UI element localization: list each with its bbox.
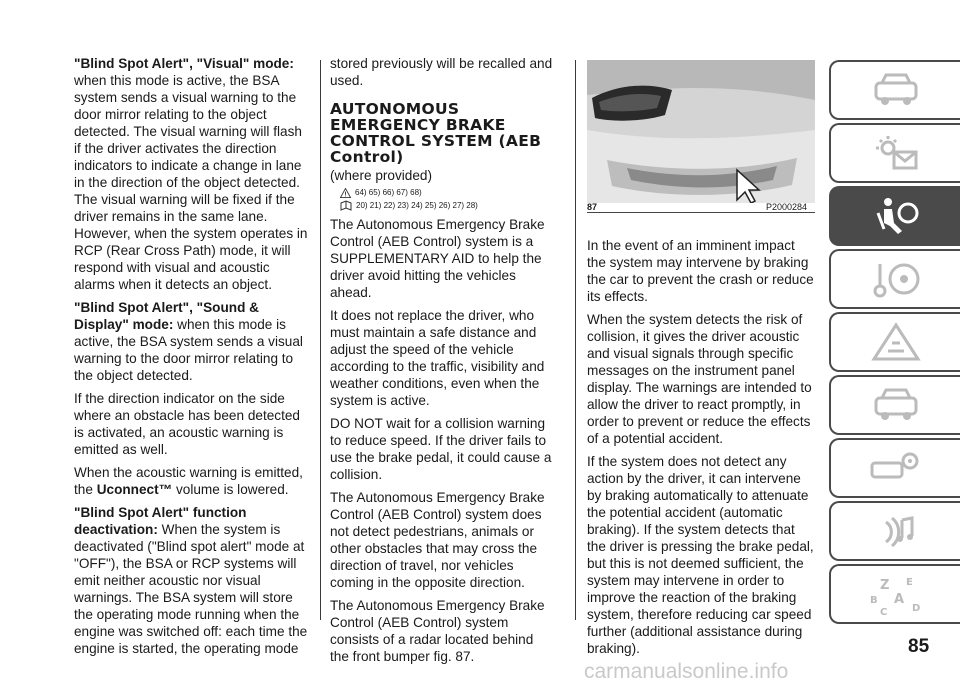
car-icon bbox=[866, 67, 926, 113]
index-letters-icon bbox=[866, 571, 926, 617]
paragraph-text: when this mode is active, the BSA system sends a visual warning to the door mirror relating to the object detected. bbox=[74, 317, 303, 383]
car-front-figure bbox=[587, 60, 815, 203]
tab-technical-data[interactable] bbox=[829, 438, 960, 498]
paragraph bbox=[74, 299, 310, 384]
index-letter: E bbox=[905, 577, 913, 588]
bold-lead: "Blind Spot Alert", "Visual" mode: bbox=[74, 56, 294, 71]
tab-emergency[interactable] bbox=[829, 312, 960, 372]
tab-index[interactable] bbox=[829, 564, 960, 624]
paragraph: The Autonomous Emergency Brake Control (AEB Control) system consists of a radar located behind the front bumper fig. 87. bbox=[330, 598, 545, 664]
multimedia-icon bbox=[866, 508, 926, 554]
figure-number: 87 bbox=[587, 202, 598, 212]
index-letter: D bbox=[911, 603, 920, 614]
paragraph-text: when this mode is active, the BSA system sends a visual warning to the door mirror relating to the object detected. The visual warning will flash if the driver activates the direction indicators to indicate a change in lane in the direction of the object detected. The visual warning will be fixed if the driver remains in the same lane. However, when the system operates in RCP (Rear Cross Path) mode, it will respond with visual and acoustic alarms when it detects an object. bbox=[74, 73, 308, 292]
paragraph bbox=[74, 464, 310, 498]
paragraph-text: When the system is deactivated ("Blind spot alert" mode at "OFF"), the BSA or RCP systems will emit neither acoustic nor visual warnings. The BSA system will store the operating mode running when the engine was switched off: each time the engine is started, the operating mode bbox=[74, 522, 308, 656]
paragraph-text: volume is lowered. bbox=[172, 482, 289, 497]
column-1 bbox=[74, 55, 310, 663]
column-divider bbox=[320, 60, 321, 620]
footer-watermark: carmanualsonline.info bbox=[584, 660, 789, 683]
paragraph: DO NOT wait for a collision warning to reduce speed. If the driver fails to use the brake pedal, it could cause a collision. bbox=[330, 416, 552, 482]
steering-key-icon bbox=[866, 256, 926, 302]
index-letter: Z bbox=[879, 578, 889, 593]
column-3 bbox=[587, 237, 815, 663]
note-references bbox=[340, 199, 554, 212]
paragraph: The Autonomous Emergency Brake Control (AEB Control) system does not detect pedestrians, animals or other obstacles that may cross the direction of travel, nor vehicles coming in the opposite direction. bbox=[330, 490, 545, 590]
paragraph: If the system does not detect any action by the driver, it can intervene by braking automatically to attenuate the potential accident (automatic braking). If the system detects that the driver is pressing the brake pedal, but this is not deemed sufficient, the system may intervene in order to improve the reaction of the braking system, therefore reducing car speed further (additional assistance during braking). bbox=[587, 454, 814, 656]
car-front-illustration bbox=[587, 60, 815, 203]
section-heading: AUTONOMOUS EMERGENCY BRAKE CONTROL SYSTEM (AEB Control) bbox=[330, 100, 542, 166]
paragraph: It does not replace the driver, who must maintain a safe distance and adjust the speed of the vehicle according to the traffic, visibility and weather conditions, even when the system is active. bbox=[330, 308, 545, 408]
index-letter: B bbox=[869, 595, 878, 606]
paragraph bbox=[74, 504, 310, 657]
paragraph: When the system detects the risk of collision, it gives the driver acoustic and visual signals through specific messages on the instrument panel display. The warnings are intended to allow the driver to react promptly, in order to prevent or reduce the effects of a potential accident. bbox=[587, 312, 812, 446]
tab-safety[interactable] bbox=[829, 186, 960, 246]
paragraph: The Autonomous Emergency Brake Control (AEB Control) system is a SUPPLEMENTARY AID to help the driver avoid hitting the vehicles ahead. bbox=[330, 217, 545, 300]
dashboard-warning-icon bbox=[866, 130, 926, 176]
bold-lead: "Blind Spot Alert", "Sound & Display" mode: bbox=[74, 300, 259, 332]
tab-knowing-car[interactable] bbox=[829, 60, 960, 120]
paragraph: stored previously will be recalled and used. bbox=[330, 56, 553, 88]
figure-code: P2000284 bbox=[766, 202, 808, 212]
paragraph: In the event of an imminent impact the system may intervene by braking the car to prevent the crash or reduce its effects. bbox=[587, 238, 814, 304]
column-divider bbox=[575, 60, 576, 620]
warning-references bbox=[340, 186, 554, 199]
paragraph: If the direction indicator on the side where an obstacle has been detected is activated, an acoustic warning is emitted as well. bbox=[74, 391, 300, 457]
warning-triangle-icon bbox=[340, 188, 351, 198]
subheading: (where provided) bbox=[330, 168, 432, 183]
tab-starting-driving[interactable] bbox=[829, 249, 960, 309]
index-letter: A bbox=[893, 592, 904, 607]
car-service-icon bbox=[866, 382, 926, 428]
tab-multimedia[interactable] bbox=[829, 501, 960, 561]
important-note-icon bbox=[340, 200, 352, 211]
emergency-icon bbox=[866, 319, 926, 365]
bold-lead: "Blind Spot Alert" function deactivation: bbox=[74, 505, 247, 537]
gear-car-icon bbox=[866, 445, 926, 491]
uconnect-label: Uconnect™ bbox=[96, 482, 173, 497]
paragraph-text: When the acoustic warning is emitted, the bbox=[74, 465, 303, 497]
page-number: 85 bbox=[908, 636, 930, 657]
index-letter: C bbox=[879, 607, 887, 617]
airbag-icon bbox=[866, 193, 926, 239]
tab-servicing[interactable] bbox=[829, 375, 960, 435]
figure-rule bbox=[587, 212, 815, 213]
column-2 bbox=[330, 55, 554, 671]
warning-refs: 64) 65) 66) 67) 68) bbox=[355, 188, 422, 197]
note-refs: 20) 21) 22) 23) 24) 25) 26) 27) 28) bbox=[356, 201, 478, 210]
paragraph bbox=[74, 55, 310, 293]
tab-dashboard-warnings[interactable] bbox=[829, 123, 960, 183]
